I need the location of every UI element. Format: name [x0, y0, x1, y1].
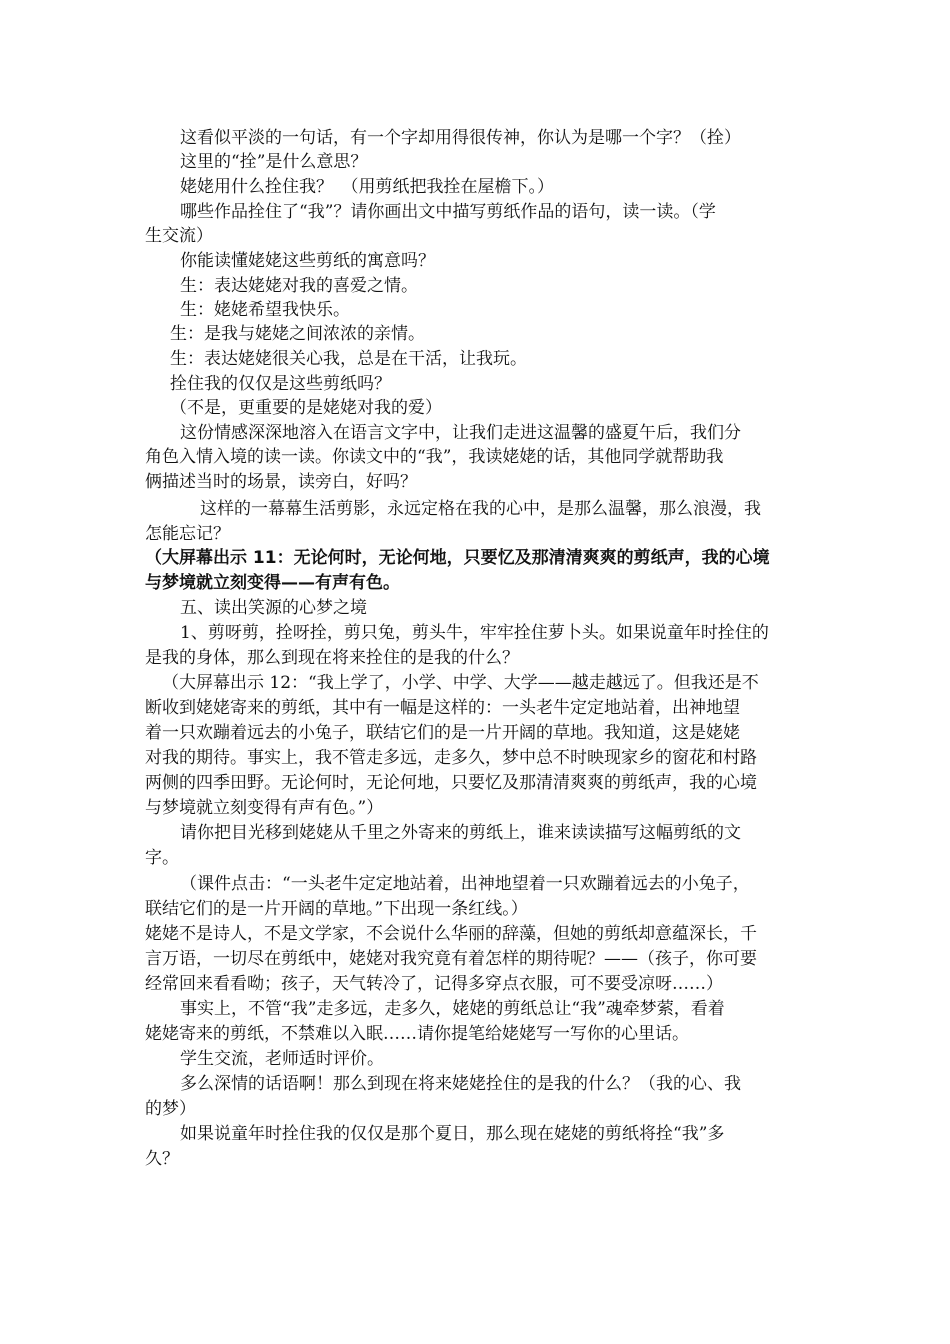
text-line: 1、剪呀剪，拴呀拴，剪只兔，剪头牛，牢牢拴住萝卜头。如果说童年时拴住的: [180, 623, 769, 643]
text-line: 角色入情入境的读一读。你读文中的“我”，我读姥姥的话，其他同学就帮助我: [145, 447, 724, 467]
text-line: 断收到姥姥寄来的剪纸，其中有一幅是这样的：一头老牛定定地站着，出神地望: [145, 698, 740, 718]
text-line: 言万语，一切尽在剪纸中，姥姥对我究竟有着怎样的期待呢？——（孩子，你可要: [145, 949, 757, 969]
text-line: 俩描述当时的场景，读旁白，好吗？: [145, 472, 417, 492]
text-line: 学生交流，老师适时评价。: [180, 1049, 384, 1069]
text-line: 两侧的四季田野。无论何时，无论何地，只要忆及那清清爽爽的剪纸声，我的心境: [145, 773, 757, 793]
text-line: 姥姥不是诗人，不是文学家，不会说什么华丽的辞藻，但她的剪纸却意蕴深长，千: [145, 924, 757, 944]
text-line: 生：表达姥姥对我的喜爱之情。: [180, 276, 418, 296]
text-line: 经常回来看看呦；孩子，天气转冷了，记得多穿点衣服，可不要受凉呀……）: [145, 974, 723, 994]
text-line: 请你把目光移到姥姥从千里之外寄来的剪纸上，谁来读读描写这幅剪纸的文: [180, 823, 741, 843]
text-line: 如果说童年时拴住我的仅仅是那个夏日，那么现在姥姥的剪纸将拴“我”多: [180, 1124, 725, 1144]
text-line: 哪些作品拴住了“我”？请你画出文中描写剪纸作品的语句，读一读。（学: [180, 202, 716, 222]
text-line: （课件点击：“一头老牛定定地站着，出神地望着一只欢蹦着远去的小兔子，: [180, 874, 750, 894]
text-line: 这份情感深深地溶入在语言文字中，让我们走进这温馨的盛夏午后，我们分: [180, 423, 741, 443]
text-line: 你能读懂姥姥这些剪纸的寓意吗？: [180, 251, 435, 271]
text-line: 对我的期待。事实上，我不管走多远，走多久，梦中总不时映现家乡的窗花和村路: [145, 748, 757, 768]
highlight-line: （大屏幕出示 11：无论何时，无论何地，只要忆及那清清爽爽的剪纸声，我的心境: [145, 548, 770, 568]
text-line: 这里的“拴”是什么意思？: [180, 152, 368, 172]
section-heading: 五、读出笑源的心梦之境: [180, 598, 367, 618]
text-line: 生：表达姥姥很关心我，总是在干活，让我玩。: [170, 349, 527, 369]
text-line: 生交流）: [145, 226, 213, 246]
text-line: 姥姥寄来的剪纸，不禁难以入眠……请你提笔给姥姥写一写你的心里话。: [145, 1024, 689, 1044]
text-line: 生：姥姥希望我快乐。: [180, 300, 350, 320]
text-line: 怎能忘记？: [145, 524, 230, 544]
text-line: 这样的一幕幕生活剪影，永远定格在我的心中，是那么温馨，那么浪漫，我: [200, 499, 761, 519]
text-line: 的梦）: [145, 1099, 196, 1119]
text-line: 着一只欢蹦着远去的小兔子，联结它们的是一片开阔的草地。我知道，这是姥姥: [145, 723, 740, 743]
text-line: （不是，更重要的是姥姥对我的爱）: [170, 398, 442, 418]
text-line: 姥姥用什么拴住我？ （用剪纸把我拴在屋檐下。）: [180, 177, 554, 197]
text-line: 与梦境就立刻变得有声有色。”）: [145, 798, 384, 818]
text-line: （大屏幕出示 12：“我上学了，小学、中学、大学——越走越远了。但我还是不: [162, 673, 759, 693]
text-line: 联结它们的是一片开阔的草地。”下出现一条红线。）: [145, 899, 528, 919]
text-line: 字。: [145, 848, 179, 868]
text-line: 生：是我与姥姥之间浓浓的亲情。: [170, 324, 425, 344]
text-line: 多么深情的话语啊！那么到现在将来姥姥拴住的是我的什么？（我的心、我: [180, 1074, 741, 1094]
text-line: 事实上，不管“我”走多远，走多久，姥姥的剪纸总让“我”魂牵梦萦，看着: [180, 999, 725, 1019]
highlight-line: 与梦境就立刻变得——有声有色。: [145, 573, 400, 593]
text-line: 这看似平淡的一句话，有一个字却用得很传神，你认为是哪一个字？（拴）: [180, 128, 741, 148]
text-line: 久？: [145, 1149, 179, 1169]
text-line: 拴住我的仅仅是这些剪纸吗？: [170, 374, 391, 394]
text-line: 是我的身体，那么到现在将来拴住的是我的什么？: [145, 648, 519, 668]
